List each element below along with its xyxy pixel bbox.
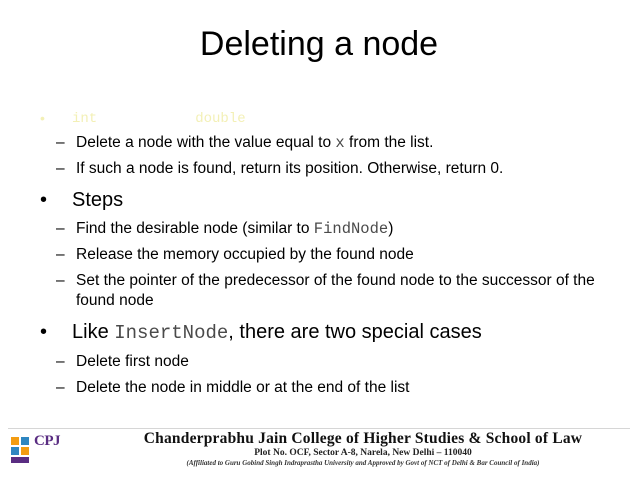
list-item	[40, 133, 600, 153]
item-text-pre: Delete a node with the value equal to	[76, 134, 336, 151]
dash-marker: –	[56, 246, 65, 263]
bullet-function-signature	[40, 108, 600, 129]
bullet-special-cases	[40, 319, 600, 346]
bullet-marker: •	[40, 189, 48, 211]
dash-marker: –	[56, 379, 65, 396]
slide-content	[40, 108, 600, 406]
code-x: x	[335, 134, 345, 152]
dash-marker: –	[56, 220, 65, 237]
faint-code-int: int	[72, 111, 98, 127]
bullet-text-post: , there are two special cases	[228, 321, 482, 343]
list-item	[40, 352, 600, 372]
sublist-special-cases	[40, 352, 600, 398]
dash-marker: –	[56, 353, 65, 370]
item-text: Set the pointer of the predecessor of the found node to the successor of the found node	[76, 272, 595, 309]
slide-title: Deleting a node	[199, 25, 439, 63]
bullet-marker: •	[40, 110, 45, 126]
item-text: Delete first node	[76, 353, 189, 370]
list-item	[40, 159, 600, 179]
code-insertnode: InsertNode	[114, 322, 229, 344]
item-text: If such a node is found, return its position. Otherwise, return 0.	[76, 160, 504, 177]
list-item	[40, 219, 600, 239]
item-text-post: )	[388, 220, 394, 237]
faint-code-double: double	[195, 111, 246, 127]
dash-marker: –	[56, 134, 65, 151]
sublist-function	[40, 133, 600, 179]
item-text-post: from the list.	[344, 134, 434, 151]
bullet-marker: •	[40, 321, 48, 343]
sublist-steps	[40, 219, 600, 311]
bullet-steps	[40, 187, 600, 213]
list-item	[40, 271, 600, 311]
code-findnode: FindNode	[313, 220, 389, 238]
college-address: Plot No. OCF, Sector A-8, Narela, New Delhi – 110040	[254, 448, 472, 458]
bullet-text-pre: Like	[72, 321, 115, 343]
college-name: Chanderprabhu Jain College of Higher Studies & School of Law	[143, 430, 583, 447]
list-item	[40, 245, 600, 265]
list-item	[40, 378, 600, 398]
college-affiliation: (Affiliated to Guru Gobind Singh Indraprastha University and Approved by Govt of NCT of Delhi & Bar Council of India)	[186, 459, 540, 467]
logo-text: CPJ	[34, 433, 60, 449]
dash-marker: –	[56, 272, 65, 289]
bullet-label: Steps	[72, 189, 124, 211]
college-banner	[8, 428, 630, 471]
item-text-pre: Find the desirable node (similar to	[76, 220, 314, 237]
item-text: Release the memory occupied by the found node	[76, 246, 414, 263]
dash-marker: –	[56, 160, 65, 177]
item-text: Delete the node in middle or at the end of the list	[76, 379, 410, 396]
